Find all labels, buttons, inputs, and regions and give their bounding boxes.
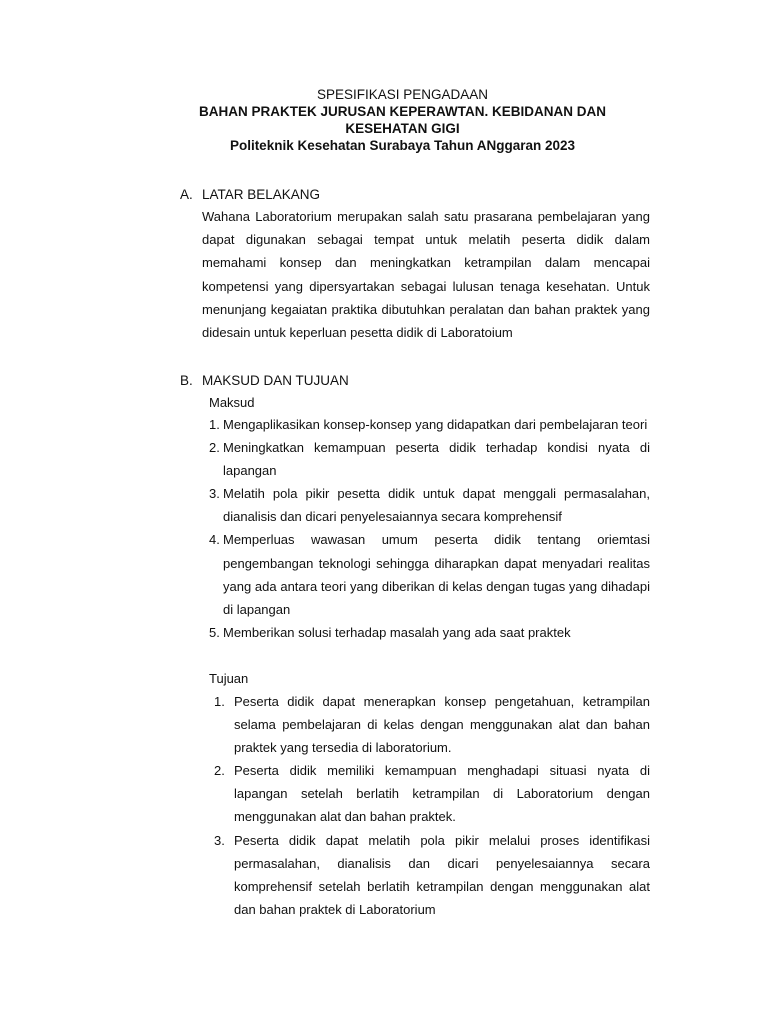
- list-item-number: 2.: [214, 763, 225, 779]
- section-b-heading: [180, 372, 349, 389]
- list-item: [214, 690, 650, 759]
- list-item-number: 4.: [209, 532, 220, 548]
- list-item-text: Peserta didik dapat menerapkan konsep pengetahuan, ketrampilan selama pembelajaran di kelas dengan menggunakan alat dan bahan praktek yang tersedia di laboratorium.: [234, 694, 650, 756]
- section-a-title: LATAR BELAKANG: [202, 187, 321, 202]
- list-item-number: 1.: [214, 694, 225, 709]
- list-item: [209, 621, 650, 644]
- list-item-number: 3.: [209, 486, 220, 502]
- list-item-text: Memberikan solusi terhadap masalah yang ada saat praktek: [223, 624, 571, 640]
- tujuan-label: Tujuan: [209, 671, 249, 686]
- maksud-list: [209, 413, 650, 644]
- list-item: [214, 829, 650, 921]
- title-line-4: Politeknik Kesehatan Surabaya Tahun ANggaran 2023: [229, 138, 576, 153]
- section-a-heading: [180, 186, 320, 203]
- title-line-2: BAHAN PRAKTEK JURUSAN KEPERAWTAN. KEBIDANAN DAN: [198, 104, 606, 119]
- list-item-number: 1.: [209, 417, 220, 432]
- list-item-number: 2.: [209, 440, 220, 456]
- list-item-text: Memperluas wawasan umum peserta didik tentang oriemtasi pengembangan teknologi sehingga diharapkan dapat menyadari realitas yang ada antara teori yang diberikan di kelas dengan tugas yang dihadapi di lapangan: [223, 532, 650, 617]
- document-title: [150, 86, 655, 154]
- section-b-title: MAKSUD DAN TUJUAN: [202, 373, 349, 388]
- list-item: [214, 759, 650, 828]
- section-a-paragraph: Wahana Laboratorium merupakan salah satu prasarana pembelajaran yang dapat digunakan sebagai tempat untuk melatih peserta didik dalam memahami konsep dan meningkatkan ketrampilan dalam mencapai kompetensi yang dipersyartakan sebagai lulusan tenaga kesehatan. Untuk menunjang kegaiatan praktika dibutuhkan peralatan dan bahan praktek yang didesain untuk keperluan pesetta didik di Laboratoium: [202, 209, 650, 341]
- title-line-3: KESEHATAN GIGI: [345, 121, 460, 136]
- list-item: [209, 413, 650, 436]
- list-item: [209, 482, 650, 528]
- maksud-label: Maksud: [209, 395, 255, 410]
- section-a-letter: A.: [180, 187, 193, 202]
- section-b-letter: B.: [180, 373, 193, 388]
- tujuan-list: [214, 690, 650, 921]
- title-line-1: SPESIFIKASI PENGADAAN: [316, 87, 489, 102]
- list-item-number: 3.: [214, 832, 225, 848]
- list-item-text: Melatih pola pikir pesetta didik untuk dapat menggali permasalahan, dianalisis dan dicari penyelesaiannya secara komprehensif: [223, 486, 650, 525]
- list-item-text: Mengaplikasikan konsep-konsep yang didapatkan dari pembelajaran teori: [223, 417, 648, 432]
- list-item: [209, 528, 650, 620]
- list-item-text: Peserta didik dapat melatih pola pikir melalui proses identifikasi permasalahan, dianalisis dan dicari penyelesaiannya secara komprehensif setelah berlatih ketrampilan dengan menggunakan alat dan bahan praktek di Laboratorium: [234, 832, 650, 917]
- list-item-number: 5.: [209, 624, 220, 640]
- list-item-text: Peserta didik memiliki kemampuan menghadapi situasi nyata di lapangan setelah berlatih ketrampilan di Laboratorium dengan menggunakan alat dan bahan praktek.: [234, 763, 650, 825]
- list-item: [209, 436, 650, 482]
- list-item-text: Meningkatkan kemampuan peserta didik terhadap kondisi nyata di lapangan: [223, 440, 650, 479]
